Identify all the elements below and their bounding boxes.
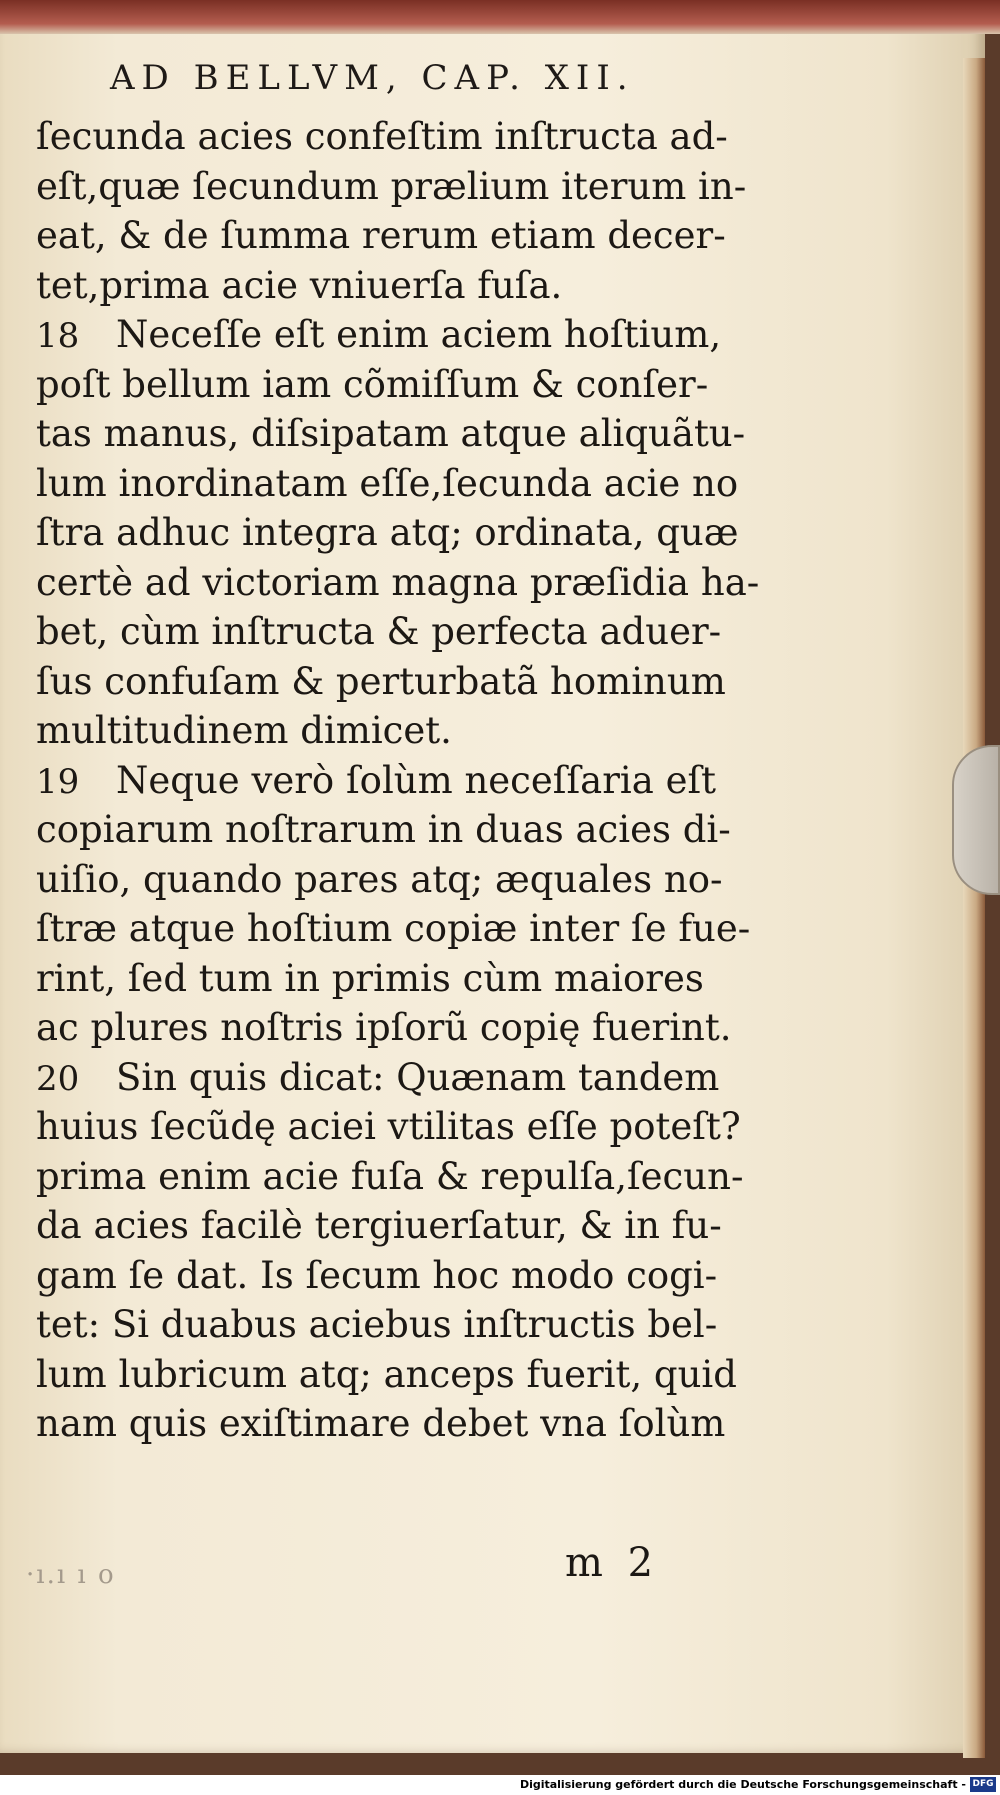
faint-mark: ·ı.ı ı o [26,1560,116,1590]
line-text: Neceſſe eſt enim aciem hoſtium, [116,313,722,356]
line-text: rint, ſed tum in primis cùm maiores [36,956,704,1000]
line-text: lum inordinatam eſſe,ſecunda acie no [36,461,739,505]
text-line [36,1350,766,1400]
text-line [36,954,766,1004]
line-text: Sin quis dicat: Quænam tandem [116,1055,720,1099]
text-line [36,904,766,954]
text-line [36,261,766,311]
line-text: ſtræ atque hoſtium copiæ inter ſe fue- [36,907,751,950]
text-line [36,1053,766,1103]
paragraph-number: 20 [36,1058,80,1099]
line-text: certè ad victoriam magna præſidia ha- [36,560,760,604]
digitization-footer [0,1775,1000,1795]
text-line [36,112,766,162]
text-line [36,805,766,855]
page-fore-edge [963,58,985,1758]
line-text: uiſio, quando pares atq; æquales no- [36,857,723,901]
line-text: tas manus, diſsipatam atque aliquãtu- [36,412,746,455]
text-line [36,1003,766,1053]
text-line [36,1251,766,1301]
text-line [36,508,766,558]
line-text: copiarum noſtrarum in duas acies di- [36,808,731,851]
book-top-edge [0,0,1000,34]
line-text: tet: Si duabus aciebus inſtructis bel- [36,1303,718,1346]
text-line [36,1102,766,1152]
paragraph-number: 19 [36,761,80,802]
text-line [36,1300,766,1350]
line-text: lum lubricum atq; anceps fuerit, quid [36,1352,737,1396]
text-line [36,310,766,360]
text-line [36,558,766,608]
text-line [36,211,766,261]
text-line [36,1152,766,1202]
page-tab [952,745,1000,895]
line-text: eat, & de ſumma rerum etiam decer- [36,214,726,257]
dfg-logo: DFG [970,1777,996,1792]
line-text: poſt bellum iam cõmiſſum & conſer- [36,362,709,406]
text-line [36,1399,766,1449]
line-text: ſtra adhuc integra atq; ordinata, quæ [36,511,739,554]
line-text: tet,prima acie vniuerſa fuſa. [36,263,563,307]
text-line [36,607,766,657]
line-text: bet, cùm inſtructa & perfecta aduer- [36,610,722,653]
text-line [36,459,766,509]
line-text: ſus confuſam & perturbatã hominum [36,659,726,703]
line-text: prima enim acie fuſa & repulſa,ſecun- [36,1154,744,1198]
line-text: da acies facilè tergiuerſatur, & in fu- [36,1204,722,1247]
text-line [36,706,766,756]
line-text: multitudinem dimicet. [36,709,452,752]
footer-credit: Digitalisierung gefördert durch die Deutsche Forschungsgemeinschaft - [519,1778,966,1791]
text-line [36,409,766,459]
paragraph-number: 18 [36,316,80,356]
text-line [36,657,766,707]
text-line [36,855,766,905]
text-line [36,360,766,410]
line-text: ac plures noſtris ipſorũ copię fuerint. [36,1006,732,1049]
body-text [36,112,766,1449]
running-header: AD BELLVM, CAP. XII. [110,58,635,98]
line-text: Neque verò ſolùm neceſſaria eſt [116,758,717,802]
line-text: eſt,quæ ſecundum prælium iterum in- [36,164,747,208]
text-line [36,756,766,806]
line-text: huius ſecũdę aciei vtilitas eſſe poteſt? [36,1105,741,1148]
line-text: gam ſe dat. Is ſecum hoc modo cogi- [36,1253,718,1297]
text-line [36,1201,766,1251]
text-line [36,162,766,212]
line-text: ſecunda acies confeſtim inſtructa ad- [36,115,728,158]
signature-mark: m 2 [565,1540,660,1586]
line-text: nam quis exiſtimare debet vna ſolùm [36,1402,726,1445]
